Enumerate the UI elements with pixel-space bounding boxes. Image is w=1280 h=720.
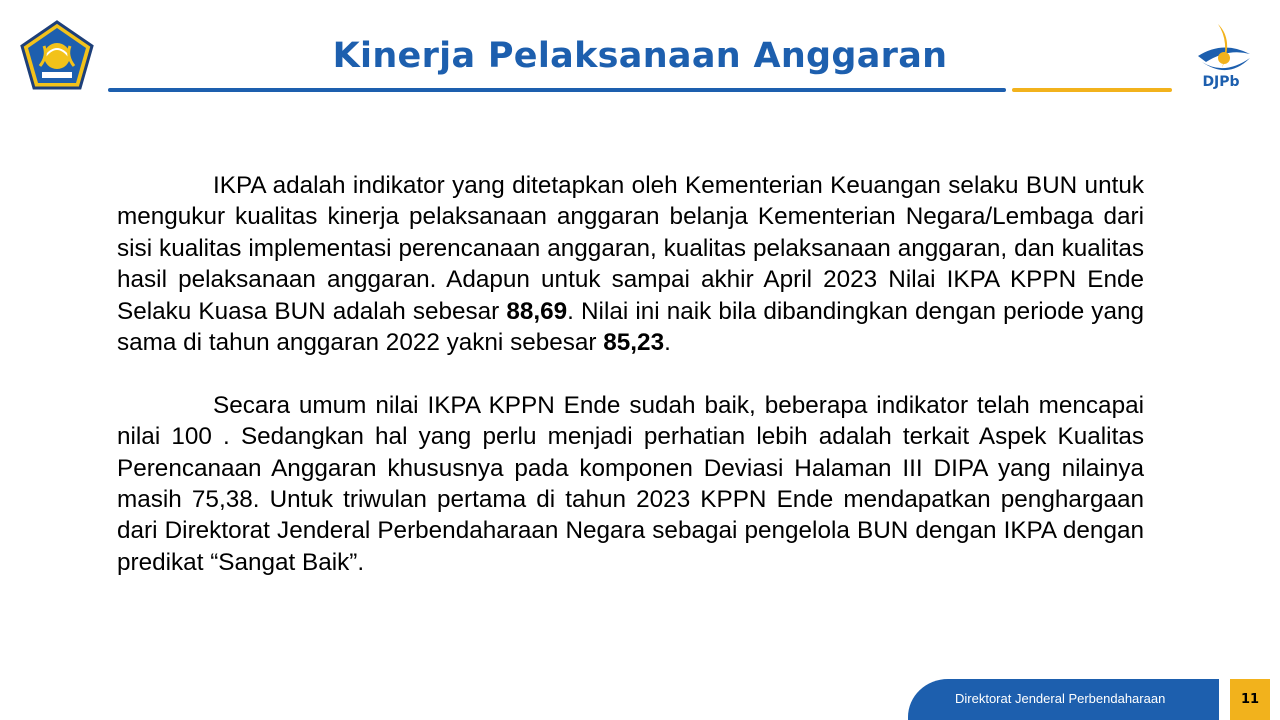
paragraph-ikpa-summary: Secara umum nilai IKPA KPPN Ende sudah baik, beberapa indikator telah mencapai nilai 100 . Sedangkan hal yang perlu menjadi perhatian lebih adalah terkait Aspek Kualitas Perencanaan Anggaran khususnya pada komponen Deviasi Halaman III DIPA yang nilainya masih 75,38. Untuk triwulan pertama di tahun 2023 KPPN Ende mendapatkan penghargaan dari Direktorat Jenderal Perbendaharaan Negara sebagai pengelola BUN dengan IKPA dengan predikat “Sangat Baik”. [117,391,1144,576]
djpb-logo-text: DJPb [1202,74,1240,90]
title-underline-gold [1012,88,1172,92]
title-underline-blue [108,88,1006,92]
kemenkeu-emblem-icon [18,20,96,92]
page-number: 11 [1230,679,1270,720]
paragraph-text: IKPA adalah indikator yang ditetapkan oleh Kementerian Keuangan selaku BUN untuk mengukur kualitas kinerja pelaksanaan anggaran belanja Kementerian Negara/Lembaga dari sisi kualitas implementasi perencanaan anggaran, kualitas pelaksanaan anggaran, dan kualitas hasil pelaksanaan anggaran. Adapun untuk sampai akhir April 2023 Nilai IKPA KPPN Ende Selaku Kuasa BUN adalah sebesar [117,172,1144,325]
ikpa-value-2023: 88,69 [506,297,568,325]
content-body [117,170,1144,578]
footer-org-name: Direktorat Jenderal Perbendaharaan [955,691,1166,706]
paragraph-text: . [664,329,671,357]
paragraph-ikpa-definition [117,170,1144,358]
paragraph-text: . Nilai ini naik bila dibandingkan dengan periode yang sama di tahun anggaran 2022 yakni sebesar [117,297,1144,357]
page-title: Kinerja Pelaksanaan Anggaran [332,36,948,76]
ikpa-value-2022: 85,23 [603,329,665,357]
